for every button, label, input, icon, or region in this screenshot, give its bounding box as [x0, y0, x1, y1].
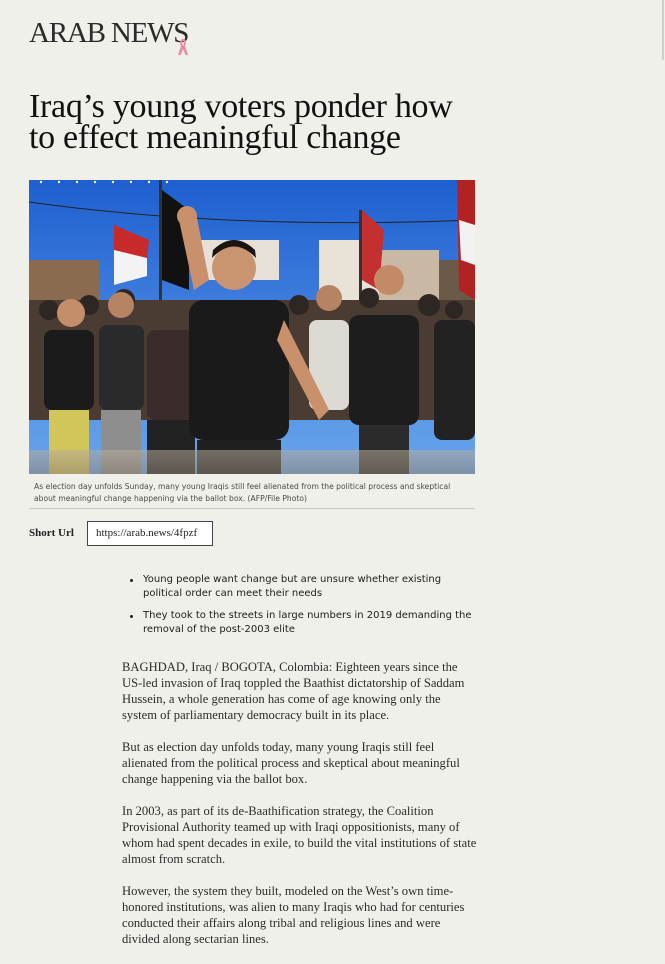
highlight-item: Young people want change but are unsure whether existing political order can meet their needs — [128, 573, 473, 600]
short-url-label: Short Url — [29, 527, 74, 539]
article-paragraph: In 2003, as part of its de-Baathification strategy, the Coalition Provisional Authority teamed up with Iraqi oppositionists, many of whom had spent decades in exile, to build the vital institutions of state almost from scratch. — [122, 804, 477, 866]
article-paragraph: However, the system they built, modeled on the West’s own time-honored institutions, was alien to many Iraqis who had for centuries conducted their affairs along tribal and religious lines and were divided along sectarian lines. — [122, 884, 465, 946]
photo-caption: As election day unfolds Sunday, many young Iraqis still feel alienated from the political process and skeptical about meaningful change happening via the ballot box. (AFP/File Photo) — [34, 482, 451, 503]
article-headline: Iraq’s young voters ponder how to effect meaningful change — [29, 88, 453, 156]
logo-text: ARAB NEWS — [29, 17, 189, 49]
short-url-field[interactable]: https://arab.news/4fpzf — [87, 521, 213, 546]
article-paragraph: But as election day unfolds today, many young Iraqis still feel alienated from the political process and skeptical about meaningful change happening via the ballot box. — [122, 740, 460, 786]
protest-photo-icon — [29, 180, 475, 474]
ribbon-icon — [177, 37, 189, 57]
highlight-item: They took to the streets in large numbers in 2019 demanding the removal of the post-2003 elite — [128, 609, 473, 636]
arab-news-logo[interactable] — [29, 17, 204, 57]
caption-divider — [29, 508, 475, 509]
article-body — [122, 659, 477, 963]
article-highlights — [128, 573, 473, 645]
article-paragraph: BAGHDAD, Iraq / BOGOTA, Colombia: Eighteen years since the US-led invasion of Iraq toppled the Baathist dictatorship of Saddam Hussein, a whole generation has come of age knowing only the system of parliamentary democracy built in its place. — [122, 660, 465, 722]
article-photo — [29, 180, 475, 474]
page-edge — [662, 0, 664, 60]
